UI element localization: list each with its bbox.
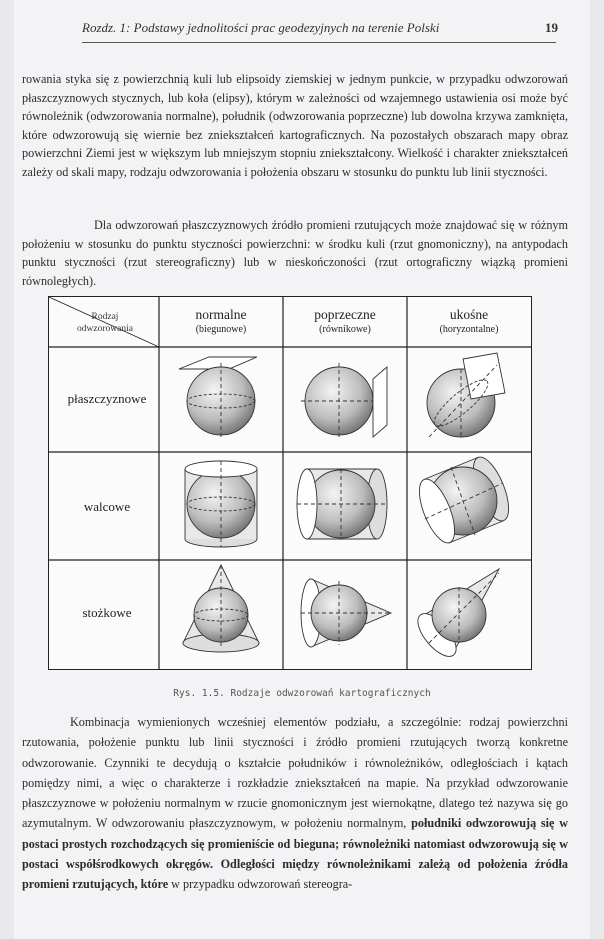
paragraph-2: Dla odwzorowań płaszczyznowych źródło promieni rzutujących może znajdować się w różnym położeniu w stosunku do punktu styczności powierzchni: w środku kuli (rzut gnomoniczny), na antypodach punktu styczności (rzut stereograficzny) lub w nieskończoności (rzut ortograficzny wiązką promieni równoległych). xyxy=(22,218,568,288)
paragraph-3 xyxy=(22,712,568,895)
plane-transverse-diagram xyxy=(301,363,387,439)
row-label-plane: płaszczyznowe xyxy=(67,391,147,406)
column-title: ukośne xyxy=(449,307,489,322)
figure-caption: Rys. 1.5. Rodzaje odwzorowań kartograficznych xyxy=(173,688,431,699)
paragraph-3-text-b: w przypadku odwzorowań stereogra- xyxy=(168,877,353,892)
cylinder-oblique-diagram xyxy=(412,453,516,548)
paragraph-3-text-a: Kombinacja wymienionych wcześniej elementów podziału, a szczególnie: rodzaj powierzchni rzutowania, położenie punktu lub linii styczności i źródło promieni rzutujących tworzą konkretne odwzorowanie. Czynniki te decydują o kształcie południków i równoleżników, odległościach i kątach pomiędzy nimi, a więc o charakterze i rozkładzie zniekształceń na mapie. Na przykład odwzorowanie płaszczyznowe w położeniu normalnym w rzucie gnomonicznym jest wiernokątne, dlatego też nazywa się go azymutalnym. W odwzorowaniu płaszczyznowym, w położeniu normalnym, xyxy=(22,715,568,831)
column-subtitle: (biegunowe) xyxy=(195,324,247,335)
cylinder-transverse-diagram xyxy=(297,469,387,539)
projection-types-figure xyxy=(48,296,532,670)
page-number: 19 xyxy=(545,20,558,35)
row-label-cone: stożkowe xyxy=(82,605,132,620)
running-title: Rozdz. 1: Podstawy jednolitości prac geodezyjnych na terenie Polski xyxy=(82,20,440,35)
column-title: normalne xyxy=(195,307,247,322)
corner-label-line2: odwzorowania xyxy=(77,324,133,334)
row-label-cylinder: walcowe xyxy=(83,499,131,514)
plane-normal-diagram xyxy=(179,357,257,439)
column-subtitle: (horyzontalne) xyxy=(439,324,499,335)
column-subtitle: (równikowe) xyxy=(319,324,371,335)
cone-transverse-diagram xyxy=(301,579,391,647)
plane-oblique-diagram xyxy=(427,353,505,437)
corner-header xyxy=(53,311,157,335)
corner-label-line1: Rodzaj xyxy=(91,312,119,322)
column-title: poprzeczne xyxy=(314,307,376,322)
running-header xyxy=(82,20,572,40)
paragraph-3-text-bold: południki odwzorowują się w postaci prostych rozchodzących się promieniście od bieguna; równoleżniki natomiast odwzorowują się w postaci współśrodkowych okręgów. Odległości między równoleżnikami zależą od położenia źródła promieni rzutujących, które xyxy=(22,816,568,892)
cone-oblique-diagram xyxy=(411,569,499,663)
paragraph-1: rowania styka się z powierzchnią kuli lub elipsoidy ziemskiej w jednym punkcie, w przypadku odwzorowań płaszczyznowych stycznych, lub koła (elipsy), którym w zależności od wzajemnego ustawienia osi może być równoleżnik (odwzorowania normalne), południk (odwzorowania poprzeczne) lub dowolna krzywa zamknięta, które odwzorowują się wiernie bez zniekształceń kartograficznych. Na pozostałych obszarach mapy obraz powierzchni Ziemi jest w większym lub mniejszym stopniu zniekształcony. Wielkość i charakter zniekształceń zależy od skali mapy, rodzaju odwzorowania i położenia obszaru w stosunku do punktu lub linii styczności. xyxy=(22,72,568,179)
column-header-oblique xyxy=(409,307,529,337)
cone-normal-diagram xyxy=(183,565,259,652)
cylinder-normal-diagram xyxy=(185,461,257,547)
column-header-normal xyxy=(161,307,281,337)
header-rule xyxy=(82,42,556,43)
column-header-transverse xyxy=(285,307,405,337)
